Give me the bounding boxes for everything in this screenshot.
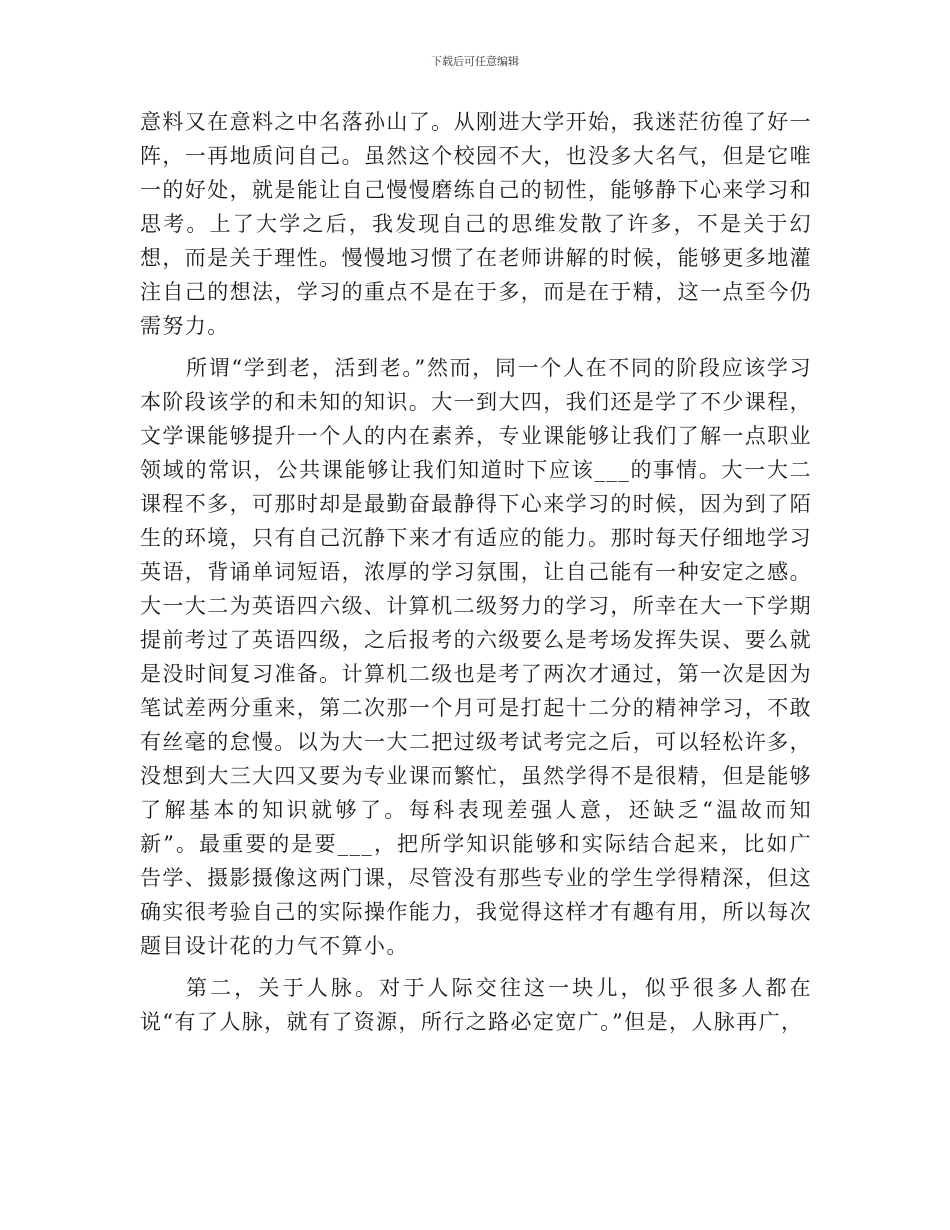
paragraph-3: 第二，关于人脉。对于人际交往这一块儿，似乎很多人都在说“有了人脉，就有了资源，所行之路必定宽广。”但是，人脉再广， — [140, 976, 812, 1034]
paragraph-2: 所谓“学到老，活到老。”然而，同一个人在不同的阶段应该学习本阶段该学的和未知的知识。大一到大四，我们还是学了不少课程，文学课能够提升一个人的内在素养，专业课能够让我们了解一点职业领域的常识，公共课能够让我们知道时下应该___的事情。大一大二课程不多，可那时却是最勤奋最静得下心来学习的时候，因为到了陌生的环境，只有自己沉静下来才有适应的能力。那时每天仔细地学习英语，背诵单词短语，浓厚的学习氛围，让自己能有一种安定之感。大一大二为英语四六级、计算机二级努力的学习，所幸在大一下学期提前考过了英语四级，之后报考的六级要么是考场发挥失误、要么就是没时间复习准备。计算机二级也是考了两次才通过，第一次是因为笔试差两分重来，第二次那一个月可是打起十二分的精神学习，不敢有丝毫的怠慢。以为大一大二把过级考试考完之后，可以轻松许多，没想到大三大四又要为专业课而繁忙，虽然学得不是很精，但是能够了解基本的知识就够了。每科表现差强人意，还缺乏“温故而知新”。最重要的是要___，把所学知识能够和实际结合起来，比如广告学、摄影摄像这两门课，尽管没有那些专业的学生学得精深，但这确实很考验自己的实际操作能力，我觉得这样才有趣有用，所以每次题目设计花的力气不算小。 — [140, 356, 812, 958]
document-body — [140, 105, 812, 1039]
page-header: 下载后可任意编辑 — [431, 55, 519, 68]
paragraph-1: 意料又在意料之中名落孙山了。从刚进大学开始，我迷茫彷徨了好一阵，一再地质问自己。虽然这个校园不大，也没多大名气，但是它唯一的好处，就是能让自己慢慢磨练自己的韧性，能够静下心来学习和思考。上了大学之后，我发现自己的思维发散了许多，不是关于幻想，而是关于理性。慢慢地习惯了在老师讲解的时候，能够更多地灌注自己的想法，学习的重点不是在于多，而是在于精，这一点至今仍需努力。 — [140, 110, 812, 338]
